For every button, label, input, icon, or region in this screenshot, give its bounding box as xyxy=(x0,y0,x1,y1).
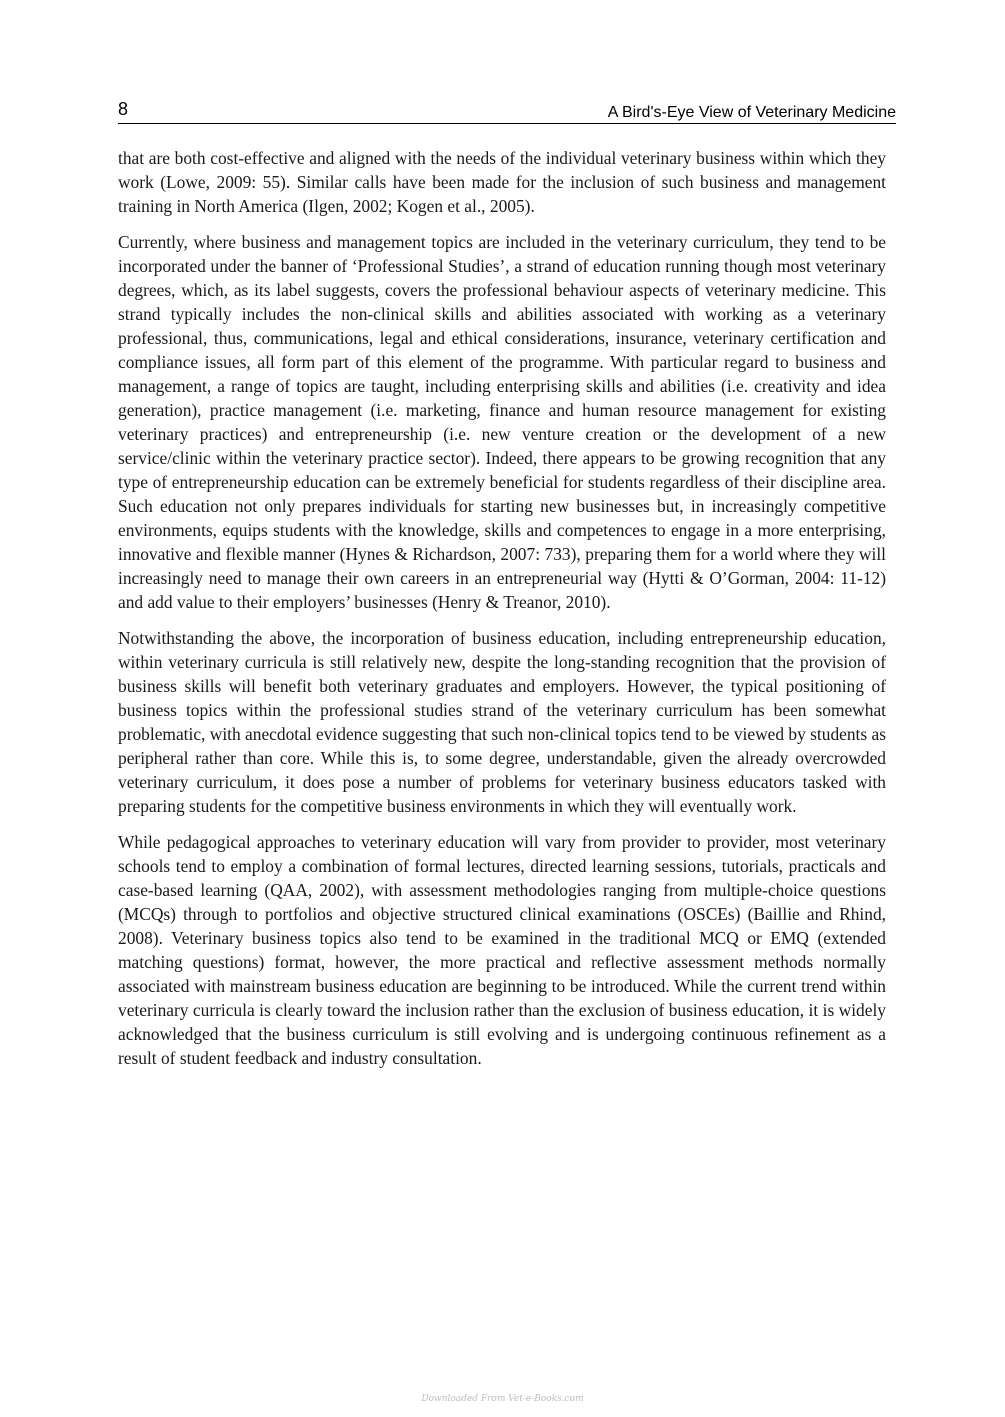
paragraph: While pedagogical approaches to veterinary education will vary from provider to provider, most veterinary schools tend to employ a combination of formal lectures, directed learning sessions, tutorials, practicals and case-based learning (QAA, 2002), with assessment methodologies ranging from multiple-choice questions (MCQs) through to portfolios and objective structured clinical examinations (OSCEs) (Baillie and Rhind, 2008). Veterinary business topics also tend to be examined in the traditional MCQ or EMQ (extended matching questions) format, however, the more practical and reflective assessment methods normally associated with mainstream business education are beginning to be introduced. While the current trend within veterinary curricula is clearly toward the inclusion rather than the exclusion of business education, it is widely acknowledged that the business curriculum is still evolving and is undergoing continuous refinement as a result of student feedback and industry consultation. xyxy=(118,832,886,1068)
page-number: 8 xyxy=(118,99,129,119)
running-title: A Bird's-Eye View of Veterinary Medicine xyxy=(607,104,896,121)
paragraph: Notwithstanding the above, the incorporation of business education, including entrepreneurship education, within veterinary curricula is still relatively new, despite the long-standing recognition that the provision of business skills will benefit both veterinary graduates and employers. However, the typical positioning of business topics within the professional studies strand of the veterinary curriculum has been somewhat problematic, with anecdotal evidence suggesting that such non-clinical topics tend to be viewed by students as peripheral rather than core. While this is, to some degree, understandable, given the already overcrowded veterinary curriculum, it does pose a number of problems for veterinary business educators tasked with preparing students for the competitive business environments in which they will eventually work. xyxy=(118,628,886,816)
paragraph: Currently, where business and management topics are included in the veterinary curriculum, they tend to be incorporated under the banner of ‘Professional Studies’, a strand of education running though most veterinary degrees, which, as its label suggests, covers the professional behaviour aspects of veterinary medicine. This strand typically includes the non-clinical skills and abilities associated with working as a veterinary professional, thus, communications, legal and ethical considerations, insurance, veterinary certification and compliance issues, all form part of this element of the programme. With particular regard to business and management, a range of topics are taught, including enterprising skills and abilities (i.e. creativity and idea generation), practice management (i.e. marketing, finance and human resource management for existing veterinary practices) and entrepreneurship (i.e. new venture creation or the development of a new service/clinic within the veterinary practice sector). Indeed, there appears to be growing recognition that any type of entrepreneurship education can be extremely beneficial for students regardless of their discipline area. Such education not only prepares individuals for starting new businesses but, in increasingly competitive environments, equips students with the knowledge, skills and competences to engage in a more enterprising, innovative and flexible manner (Hynes & Richardson, 2007: 733), preparing them for a world where they will increasingly need to manage their own careers in an entrepreneurial way (Hytti & O’Gorman, 2004: 11-12) and add value to their employers’ businesses (Henry & Treanor, 2010). xyxy=(118,232,886,612)
paragraph: that are both cost-effective and aligned with the needs of the individual veterinary business within which they work (Lowe, 2009: 55). Similar calls have been made for the inclusion of such business and management training in North America (Ilgen, 2002; Kogen et al., 2005). xyxy=(118,148,886,216)
download-watermark: Downloaded From Vet-e-Books.com xyxy=(421,1394,584,1404)
body-text xyxy=(118,146,886,1082)
page-header xyxy=(118,98,896,124)
